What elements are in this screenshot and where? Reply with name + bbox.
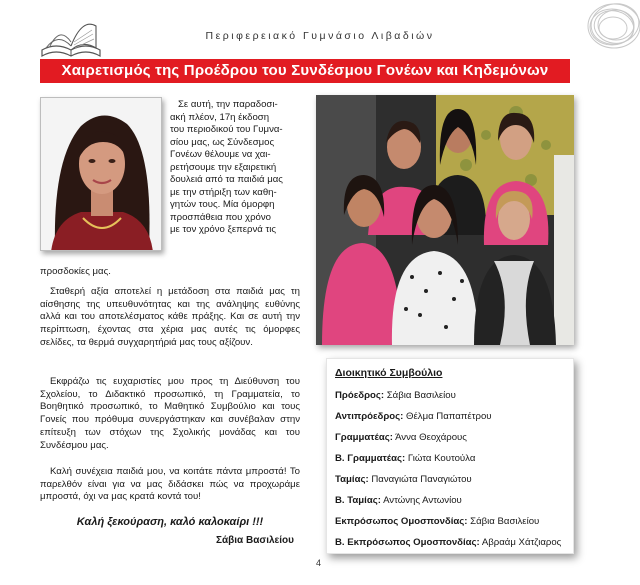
intro-line: ακή πλέον, 17η έκδοση xyxy=(170,111,270,123)
board-member-row xyxy=(335,495,462,506)
board-title: Διοικητικό Συμβούλιο xyxy=(335,367,443,379)
board-member-name: Γιώτα Κουτούλα xyxy=(407,453,476,464)
board-member-role: Πρόεδρος: xyxy=(335,390,385,401)
board-member-row xyxy=(335,453,475,464)
body-paragraph: Σταθερή αξία αποτελεί η μετάδοση στα παιδιά μας τη αίσθησης της υπευθυνότητας και της ανάληψης ευθύνης αλλά και του αποτελέσματος κάθε πράξης. Και σε αυτή την περίπτωση, έχοντας στα χέρια μας αυτές τις όμορφες σελίδες, τα θερμά συγχαρητήριά μας τους αξίζουν. xyxy=(40,286,300,348)
board-member-row xyxy=(335,390,456,401)
board-member-name: Σάβια Βασιλείου xyxy=(386,390,456,401)
board-member-name: Παναγιώτα Παναγιώτου xyxy=(371,474,472,485)
president-portrait-photo xyxy=(40,97,162,251)
page-title-banner: Χαιρετισμός της Προέδρου του Συνδέσμου Γονέων και Κηδεμόνων xyxy=(40,59,570,83)
intro-line: γητών τους. Μία όμορφη xyxy=(170,199,275,210)
board-member-name: Σάβια Βασιλείου xyxy=(470,516,540,527)
board-member-row xyxy=(335,474,472,485)
body-paragraph: Εκφράζω τις ευχαριστίες μου προς τη Διεύθυνση του Σχολείου, το Διδακτικό προσωπικό, τη Γραμματεία, το Βοηθητικό προσωπικό, το Μαθητικό Συμβούλιο και τους Γονείς που πρόθυμα συνεργάστηκαν και συνέβαλαν στην επίτευξη των στόχων της Σχολικής μονάδας και του Συνδέσμου μας. xyxy=(40,376,300,451)
board-member-name: Αβραάμ Χάτζιαρος xyxy=(481,537,562,548)
intro-line: προσπάθεια που χρόνο xyxy=(170,211,272,223)
board-member-name: Θέλμα Παπαπέτρου xyxy=(406,411,492,422)
intro-continuation: προσδοκίες μας. xyxy=(40,266,111,277)
intro-line: του περιοδικού του Γυμνα- xyxy=(170,124,283,135)
board-member-role: Εκπρόσωπος Ομοσπονδίας: xyxy=(335,516,468,527)
intro-line: Σε αυτή, την παραδοσι- xyxy=(178,99,278,110)
school-name: Περιφερειακό Γυμνάσιο Λιβαδιών xyxy=(205,30,435,42)
board-member-role: Β. Γραμματέας: xyxy=(335,453,406,464)
closing-wish: Καλή ξεκούραση, καλό καλοκαίρι !!! xyxy=(76,516,264,528)
intro-line: Γονέων θέλουμε να χαι- xyxy=(170,149,271,160)
board-member-row xyxy=(335,537,561,548)
committee-group-photo xyxy=(316,95,574,345)
signature: Σάβια Βασιλείου xyxy=(216,535,294,546)
board-members-panel xyxy=(326,358,574,554)
body-paragraph: Καλή συνέχεια παιδιά μου, να κοιτάτε πάντα μπροστά! Το παρελθόν είναι για να μας διδάσκει πώς να προχωράμε μπροστά, όχι να μας κρατά κοντά του! xyxy=(40,466,300,503)
board-member-role: Ταμίας: xyxy=(335,474,369,485)
intro-line: δουλειά από τα παιδιά μας xyxy=(170,174,283,185)
board-member-role: Β. Ταμίας: xyxy=(335,495,381,506)
intro-line: ρετήσουμε την εξαιρετική xyxy=(170,161,277,173)
board-member-name: Αντώνης Αντωνίου xyxy=(383,495,462,506)
board-member-role: Γραμματέας: xyxy=(335,432,393,443)
board-member-row xyxy=(335,516,539,527)
page-number: 4 xyxy=(316,558,322,568)
board-member-row xyxy=(335,432,467,443)
intro-line: με τον χρόνο ξεπερνά τις xyxy=(170,224,277,235)
intro-paragraph xyxy=(170,99,300,237)
board-member-name: Άννα Θεοχάρους xyxy=(395,432,467,443)
board-member-role: Αντιπρόεδρος: xyxy=(335,411,404,422)
intro-line: με την στήριξη των καθη- xyxy=(170,186,277,198)
intro-line: σίου μας, ως Σύνδεσμος xyxy=(170,136,275,148)
board-member-row xyxy=(335,411,492,422)
board-member-role: Β. Εκπρόσωπος Ομοσπονδίας: xyxy=(335,537,480,548)
